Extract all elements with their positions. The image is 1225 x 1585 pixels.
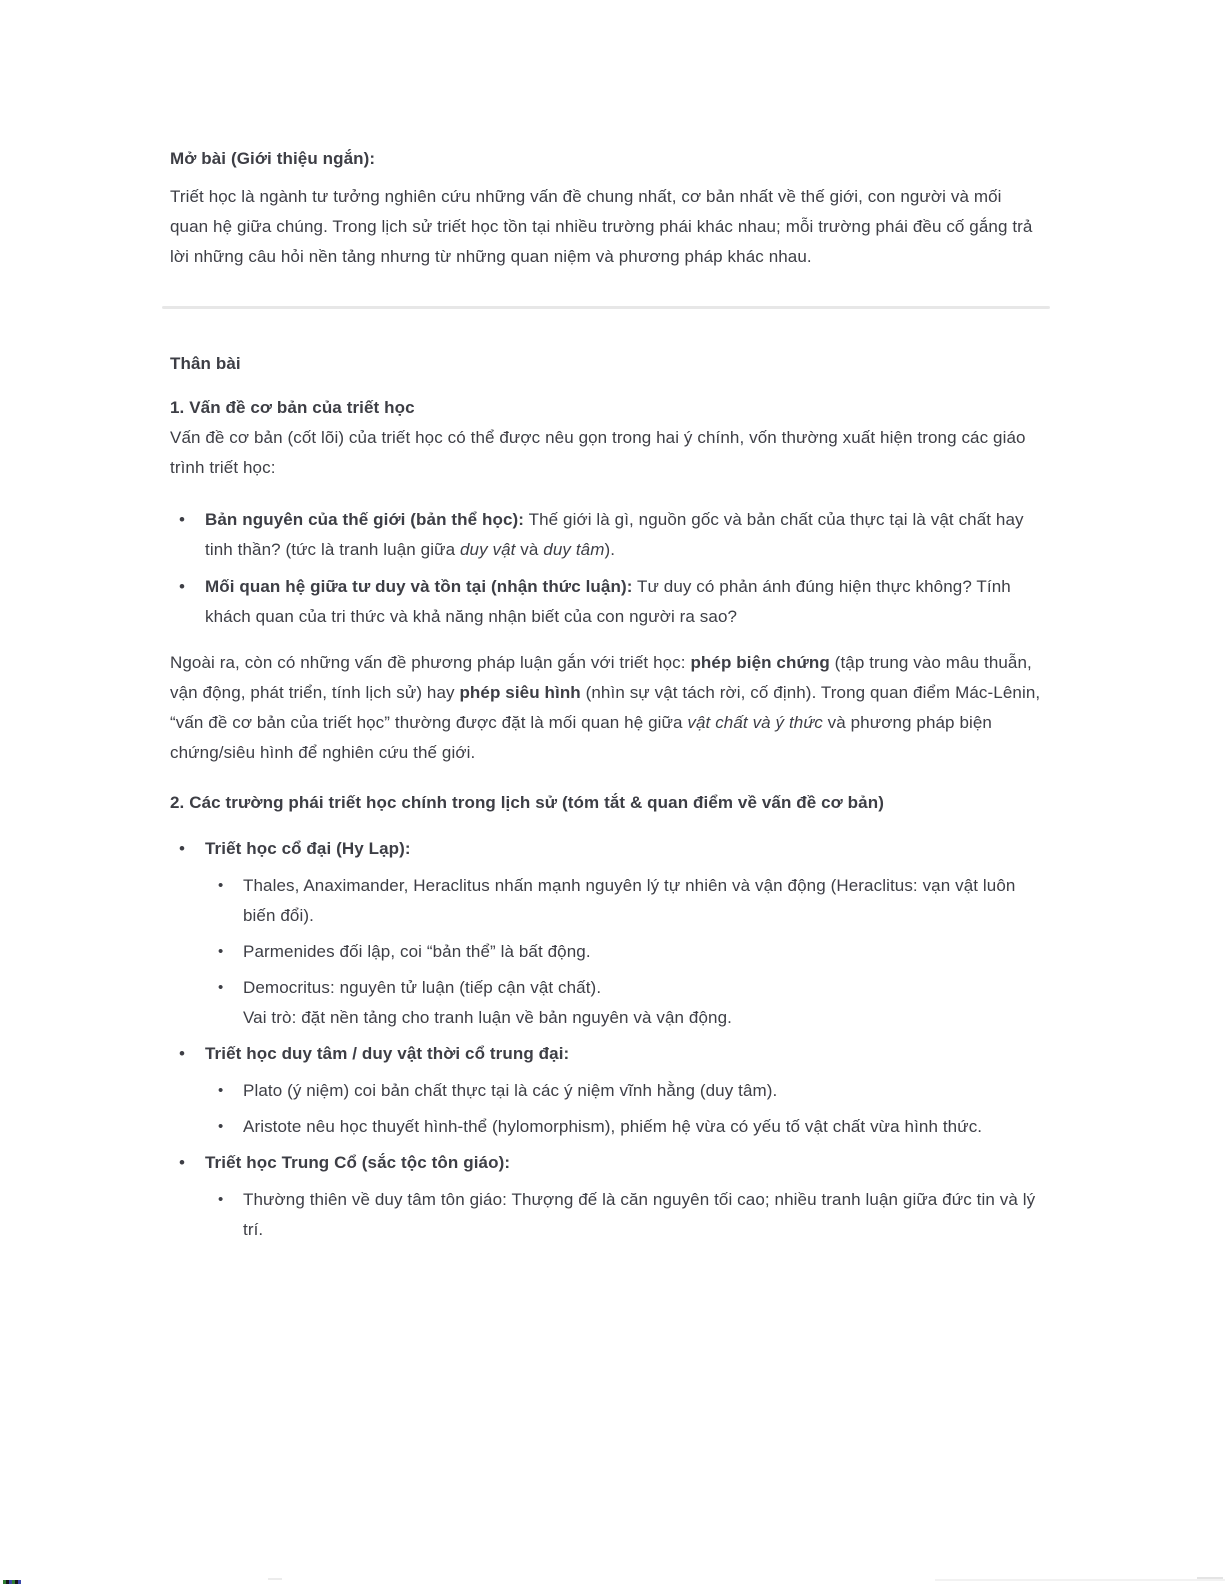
italic-text: duy vật [459,540,516,559]
list-item [205,937,1042,967]
section-divider [162,306,1050,309]
section1-heading: 1. Vấn đề cơ bản của triết học [170,398,415,417]
body-heading: Thân bài [170,354,241,373]
bottom-edge-smudge [268,1578,282,1580]
role-note: Vai trò: đặt nền tảng cho tranh luận về bản nguyên và vận động. [243,1008,732,1027]
text-segment: Democritus: nguyên tử luận (tiếp cận vật chất). [243,978,602,997]
text-segment: Thế giới là gì, nguồn gốc và bản chất của thực tại là vật chất hay tinh thần? (tức là tranh luận giữa [205,510,1024,559]
list-item-school-medieval [170,1148,1042,1245]
section2-heading: 2. Các trường phái triết học chính trong lịch sử (tóm tắt & quan điểm về vấn đề cơ bản) [170,793,884,812]
list-item [170,572,1042,632]
intro-heading: Mở bài (Giới thiệu ngắn): [170,149,376,168]
text-segment: Thales, Anaximander, Heraclitus nhấn mạnh nguyên lý tự nhiên và vận động (Heraclitus: vạn vật luôn biến đổi). [243,876,1016,925]
school-title: Triết học cổ đại (Hy Lạp): [205,839,411,858]
article-content [170,144,1042,1251]
text-segment: Tư duy có phản ánh đúng hiện thực không? Tính khách quan của tri thức và khả năng nhận biết của con người ra sao? [205,577,1011,626]
school-title: Triết học duy tâm / duy vật thời cổ trung đại: [205,1044,570,1063]
text-segment: và phương pháp biện chứng/siêu hình để nghiên cứu thế giới. [170,713,992,762]
text-segment: Parmenides đối lập, coi “bản thể” là bất động. [243,942,591,961]
school-title: Triết học Trung Cổ (sắc tộc tôn giáo): [205,1153,511,1172]
text-segment: Aristote nêu học thuyết hình-thể (hylomorphism), phiếm hệ vừa có yếu tố vật chất vừa hình thức. [243,1117,983,1136]
text-segment: và [515,540,544,559]
core-issues-list [170,505,1042,632]
bold-text: Mối quan hệ giữa tư duy và tồn tại (nhận thức luận): [205,577,633,596]
school-points-list [205,871,1042,1033]
list-item [170,505,1042,565]
bottom-edge-tick [1197,1577,1223,1579]
bold-text: phép biện chứng [690,653,830,672]
text-segment: Ngoài ra, còn có những vấn đề phương pháp luận gắn với triết học: [170,653,691,672]
italic-text: duy tâm [543,540,605,559]
school-points-list [205,1076,1042,1142]
italic-text: vật chất và ý thức [687,713,823,732]
bold-text: phép siêu hình [459,683,581,702]
list-item [205,1076,1042,1106]
text-segment: (nhìn sự vật tách rời, cố định). Trong quan điểm Mác-Lênin, “vấn đề cơ bản của triết học” thường được đặt là mối quan hệ giữa [170,683,1041,732]
text-segment: (tập trung vào mâu thuẫn, vận động, phát triển, tính lịch sử) hay [170,653,1032,702]
list-item [205,871,1042,931]
list-item-school-ancient [170,834,1042,1033]
text-segment: Thường thiên về duy tâm tôn giáo: Thượng đế là căn nguyên tối cao; nhiều tranh luận giữa đức tin và lý trí. [243,1190,1036,1239]
list-item [205,1112,1042,1142]
taskbar-sliver-artifact [3,1580,21,1584]
list-item [205,973,1042,1033]
bottom-edge-line [935,1579,1225,1581]
section1-lede: Vấn đề cơ bản (cốt lõi) của triết học có thể được nêu gọn trong hai ý chính, vốn thường xuất hiện trong các giáo trình triết học: [170,428,1026,477]
intro-paragraph: Triết học là ngành tư tưởng nghiên cứu những vấn đề chung nhất, cơ bản nhất về thế giới, con người và mối quan hệ giữa chúng. Trong lịch sử triết học tồn tại nhiều trường phái khác nhau; mỗi trường phái đều cố gắng trả lời những câu hỏi nền tảng nhưng từ những quan niệm và phương pháp khác nhau. [170,187,1033,266]
list-item-school-idealism-materialism [170,1039,1042,1142]
list-item [205,1185,1042,1245]
school-points-list [205,1185,1042,1245]
schools-list [170,834,1042,1245]
methodology-paragraph [170,648,1042,768]
text-segment: ). [604,540,616,559]
text-segment: Plato (ý niệm) coi bản chất thực tại là các ý niệm vĩnh hằng (duy tâm). [243,1081,778,1100]
bold-text: Bản nguyên của thế giới (bản thể học): [205,510,525,529]
